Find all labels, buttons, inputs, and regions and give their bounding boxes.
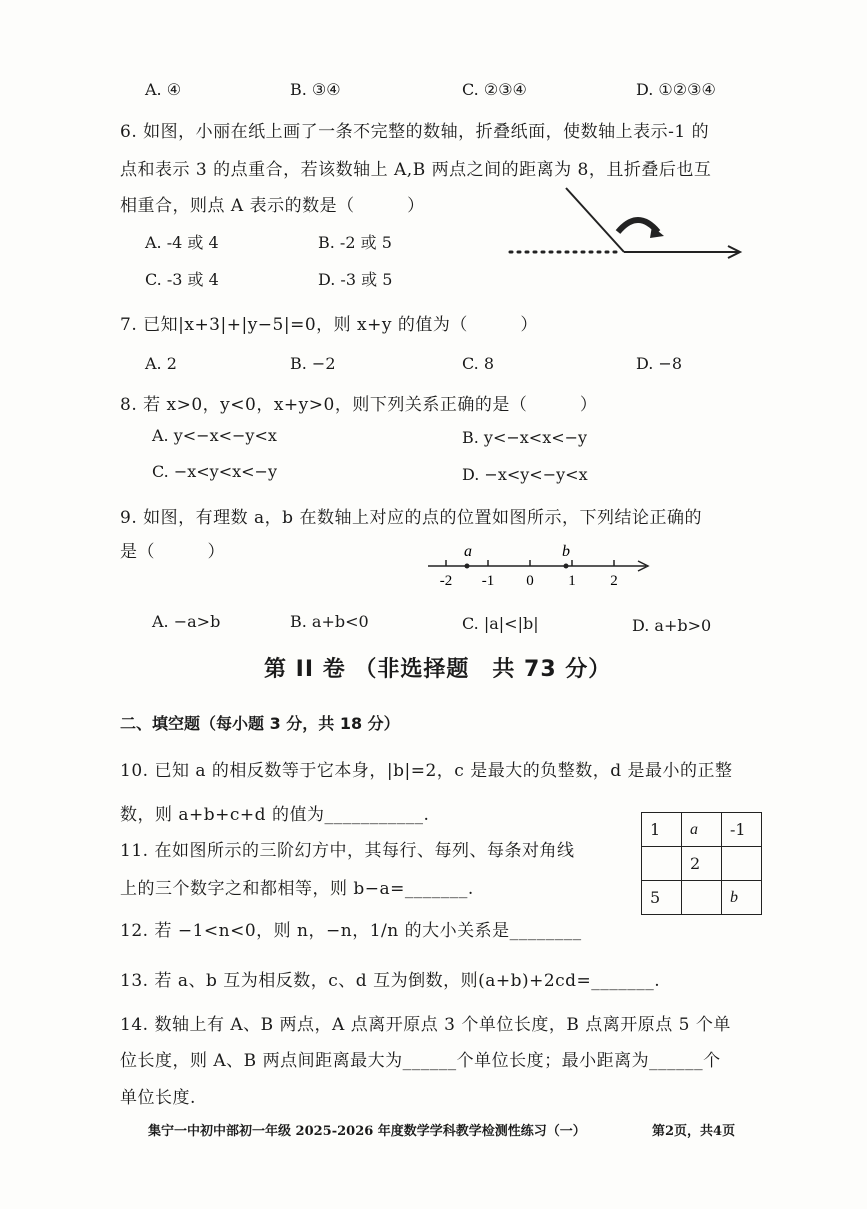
grid-cell [642,847,682,881]
q9-tick-label: -1 [481,573,495,589]
q5-option-c: C. ②③④ [462,80,527,99]
q7-option-d: D. −8 [636,354,683,373]
q6-line-3: 相重合，则点 A 表示的数是（ ） [120,196,425,216]
q7-option-c: C. 8 [462,354,495,373]
q11-line-1: 11. 在如图所示的三阶幻方中，其每行、每列、每条对角线 [120,841,575,861]
grid-cell: 1 [642,813,682,847]
q11-line-2: 上的三个数字之和都相等，则 b−a=_______. [120,879,474,899]
q7-text: 7. 已知|x+3|+|y−5|=0，则 x+y 的值为（ ） [120,315,538,335]
q9-point-b-label: b [562,543,570,560]
part-2-title: 第 II 卷 （非选择题 共 73 分） [264,657,612,682]
q14-line-3: 单位长度. [120,1088,196,1108]
q9-tick-label: 1 [568,573,576,589]
q14-line-2: 位长度，则 A、B 两点间距离最大为______个单位长度；最小距离为______个 [120,1051,721,1071]
grid-cell [682,881,722,915]
q9-option-a: A. −a>b [152,612,221,631]
q6-option-c: C. -3 或 4 [145,270,219,289]
footer-exam-name: 集宁一中初中部初一年级 2025-2026 年度数学学科教学检测性练习（一） [148,1124,586,1139]
q5-option-a: A. ④ [145,80,182,99]
q9-option-d: D. a+b>0 [632,616,712,635]
q9-line-1: 9. 如图，有理数 a，b 在数轴上对应的点的位置如图所示，下列结论正确的 [120,508,702,528]
footer-page-number: 第2页，共4页 [652,1124,736,1139]
magic-square-grid [641,812,762,915]
q10-line-2: 数，则 a+b+c+d 的值为___________. [120,805,430,825]
q6-line-1: 6. 如图，小丽在纸上画了一条不完整的数轴，折叠纸面，使数轴上表示-1 的 [120,122,710,142]
grid-cell: 2 [682,847,722,881]
q9-tick-label: 0 [526,573,534,589]
grid-cell: a [682,813,722,847]
grid-cell: 5 [642,881,682,915]
q6-option-a: A. -4 或 4 [145,233,219,252]
grid-cell: -1 [722,813,762,847]
q9-point-a [465,564,470,569]
q10-line-1: 10. 已知 a 的相反数等于它本身，|b|=2，c 是最大的负整数，d 是最小的正整 [120,761,733,781]
q8-option-a: A. y<−x<−y<x [152,426,277,445]
grid-cell: b [722,881,762,915]
q8-option-d: D. −x<y<−y<x [462,465,588,484]
q6-folded-number-line-figure [500,160,760,270]
q7-option-a: A. 2 [145,354,177,373]
q13-text: 13. 若 a、b 互为相反数，c、d 互为倒数，则(a+b)+2cd=_______. [120,971,661,991]
q9-point-b [564,564,569,569]
section-2-heading: 二、填空题（每小题 3 分，共 18 分） [120,714,400,733]
q7-option-b: B. −2 [290,354,336,373]
q9-option-c: C. |a|<|b| [462,614,539,633]
q9-point-a-label: a [464,543,472,560]
q9-tick-label: -2 [439,573,453,589]
q5-option-d: D. ①②③④ [636,80,716,99]
q6-option-d: D. -3 或 5 [318,270,393,289]
q8-option-b: B. y<−x<x<−y [462,428,588,447]
q8-text: 8. 若 x>0，y<0，x+y>0，则下列关系正确的是（ ） [120,395,598,415]
q5-option-b: B. ③④ [290,80,341,99]
q6-option-b: B. -2 或 5 [318,233,392,252]
q6-line-2: 点和表示 3 的点重合，若该数轴上 A,B 两点之间的距离为 8，且折叠后也互 [120,160,712,180]
grid-cell [722,847,762,881]
q9-number-line-figure [420,538,660,598]
q9-line-2: 是（ ） [120,542,225,562]
q9-option-b: B. a+b<0 [290,612,369,631]
q12-text: 12. 若 −1<n<0，则 n，−n，1/n 的大小关系是________ [120,921,582,941]
q9-tick-label: 2 [610,573,618,589]
q14-line-1: 14. 数轴上有 A、B 两点，A 点离开原点 3 个单位长度，B 点离开原点 5 个单 [120,1015,731,1035]
q8-option-c: C. −x<y<x<−y [152,462,277,481]
